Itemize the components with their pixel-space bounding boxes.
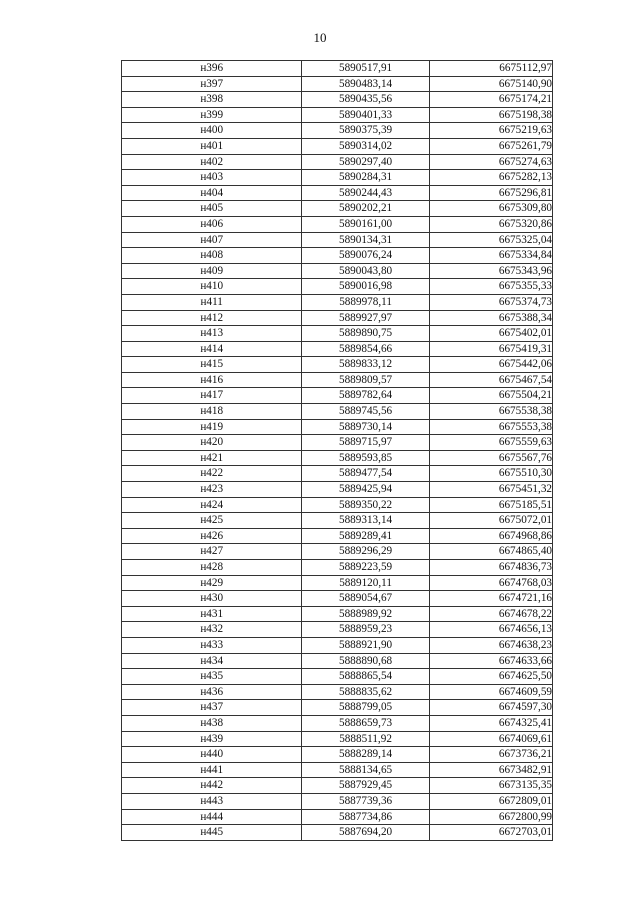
y-coordinate-cell: 6675112,97 — [429, 61, 552, 77]
y-coordinate-cell: 6675325,04 — [429, 232, 552, 248]
table-row — [122, 560, 553, 576]
y-coordinate-cell: 6675174,21 — [429, 92, 552, 108]
x-coordinate-cell: 5887739,36 — [302, 793, 429, 809]
table-row — [122, 482, 553, 498]
point-name-cell: н444 — [122, 809, 302, 825]
x-coordinate-cell: 5889978,11 — [302, 294, 429, 310]
x-coordinate-cell: 5888659,73 — [302, 715, 429, 731]
y-coordinate-cell: 6674638,23 — [429, 637, 552, 653]
x-coordinate-cell: 5889854,66 — [302, 341, 429, 357]
y-coordinate-cell: 6674633,66 — [429, 653, 552, 669]
point-name-cell: н414 — [122, 341, 302, 357]
point-name-cell: н434 — [122, 653, 302, 669]
point-name-cell: н412 — [122, 310, 302, 326]
x-coordinate-cell: 5890314,02 — [302, 138, 429, 154]
table-row — [122, 684, 553, 700]
point-name-cell: н406 — [122, 216, 302, 232]
table-row — [122, 201, 553, 217]
x-coordinate-cell: 5890483,14 — [302, 76, 429, 92]
table-row — [122, 170, 553, 186]
x-coordinate-cell: 5889782,64 — [302, 388, 429, 404]
point-name-cell: н431 — [122, 606, 302, 622]
point-name-cell: н423 — [122, 482, 302, 498]
table-row — [122, 466, 553, 482]
point-name-cell: н432 — [122, 622, 302, 638]
point-name-cell: н409 — [122, 263, 302, 279]
x-coordinate-cell: 5890401,33 — [302, 107, 429, 123]
x-coordinate-cell: 5889715,97 — [302, 435, 429, 451]
table-row — [122, 731, 553, 747]
table-row — [122, 341, 553, 357]
y-coordinate-cell: 6673135,35 — [429, 778, 552, 794]
x-coordinate-cell: 5888959,23 — [302, 622, 429, 638]
x-coordinate-cell: 5890076,24 — [302, 248, 429, 264]
point-name-cell: н404 — [122, 185, 302, 201]
x-coordinate-cell: 5888289,14 — [302, 747, 429, 763]
x-coordinate-cell: 5889890,75 — [302, 326, 429, 342]
x-coordinate-cell: 5889350,22 — [302, 497, 429, 513]
point-name-cell: н420 — [122, 435, 302, 451]
x-coordinate-cell: 5890435,56 — [302, 92, 429, 108]
point-name-cell: н421 — [122, 450, 302, 466]
y-coordinate-cell: 6674968,86 — [429, 528, 552, 544]
point-name-cell: н398 — [122, 92, 302, 108]
y-coordinate-cell: 6674625,50 — [429, 669, 552, 685]
table-row — [122, 544, 553, 560]
y-coordinate-cell: 6674678,22 — [429, 606, 552, 622]
x-coordinate-cell: 5889730,14 — [302, 419, 429, 435]
table-row — [122, 450, 553, 466]
table-row — [122, 809, 553, 825]
x-coordinate-cell: 5889120,11 — [302, 575, 429, 591]
coordinates-table — [121, 60, 553, 841]
x-coordinate-cell: 5888989,92 — [302, 606, 429, 622]
x-coordinate-cell: 5889477,54 — [302, 466, 429, 482]
point-name-cell: н422 — [122, 466, 302, 482]
point-name-cell: н428 — [122, 560, 302, 576]
x-coordinate-cell: 5889425,94 — [302, 482, 429, 498]
point-name-cell: н402 — [122, 154, 302, 170]
table-row — [122, 622, 553, 638]
point-name-cell: н403 — [122, 170, 302, 186]
table-row — [122, 326, 553, 342]
point-name-cell: н405 — [122, 201, 302, 217]
x-coordinate-cell: 5890284,31 — [302, 170, 429, 186]
x-coordinate-cell: 5890161,00 — [302, 216, 429, 232]
table-row — [122, 107, 553, 123]
point-name-cell: н436 — [122, 684, 302, 700]
y-coordinate-cell: 6675559,63 — [429, 435, 552, 451]
point-name-cell: н440 — [122, 747, 302, 763]
point-name-cell: н429 — [122, 575, 302, 591]
y-coordinate-cell: 6675296,81 — [429, 185, 552, 201]
table-row — [122, 825, 553, 841]
point-name-cell: н445 — [122, 825, 302, 841]
point-name-cell: н400 — [122, 123, 302, 139]
table-row — [122, 294, 553, 310]
y-coordinate-cell: 6675309,80 — [429, 201, 552, 217]
y-coordinate-cell: 6675567,76 — [429, 450, 552, 466]
x-coordinate-cell: 5888799,05 — [302, 700, 429, 716]
table-row — [122, 216, 553, 232]
point-name-cell: н397 — [122, 76, 302, 92]
y-coordinate-cell: 6674656,13 — [429, 622, 552, 638]
point-name-cell: н396 — [122, 61, 302, 77]
point-name-cell: н399 — [122, 107, 302, 123]
coordinates-table-body — [122, 61, 553, 841]
table-row — [122, 185, 553, 201]
y-coordinate-cell: 6674325,41 — [429, 715, 552, 731]
table-row — [122, 61, 553, 77]
x-coordinate-cell: 5889296,29 — [302, 544, 429, 560]
x-coordinate-cell: 5890134,31 — [302, 232, 429, 248]
table-row — [122, 715, 553, 731]
x-coordinate-cell: 5890297,40 — [302, 154, 429, 170]
x-coordinate-cell: 5888890,68 — [302, 653, 429, 669]
table-row — [122, 138, 553, 154]
y-coordinate-cell: 6675282,13 — [429, 170, 552, 186]
x-coordinate-cell: 5890016,98 — [302, 279, 429, 295]
point-name-cell: н407 — [122, 232, 302, 248]
y-coordinate-cell: 6675072,01 — [429, 513, 552, 529]
y-coordinate-cell: 6675185,51 — [429, 497, 552, 513]
point-name-cell: н439 — [122, 731, 302, 747]
table-row — [122, 76, 553, 92]
x-coordinate-cell: 5887929,45 — [302, 778, 429, 794]
point-name-cell: н438 — [122, 715, 302, 731]
point-name-cell: н430 — [122, 591, 302, 607]
table-row — [122, 123, 553, 139]
table-row — [122, 92, 553, 108]
point-name-cell: н433 — [122, 637, 302, 653]
y-coordinate-cell: 6675402,01 — [429, 326, 552, 342]
y-coordinate-cell: 6674865,40 — [429, 544, 552, 560]
table-row — [122, 310, 553, 326]
table-row — [122, 747, 553, 763]
y-coordinate-cell: 6675467,54 — [429, 372, 552, 388]
y-coordinate-cell: 6675334,84 — [429, 248, 552, 264]
point-name-cell: н427 — [122, 544, 302, 560]
x-coordinate-cell: 5889745,56 — [302, 404, 429, 420]
table-row — [122, 762, 553, 778]
point-name-cell: н419 — [122, 419, 302, 435]
x-coordinate-cell: 5890244,43 — [302, 185, 429, 201]
point-name-cell: н410 — [122, 279, 302, 295]
y-coordinate-cell: 6675274,63 — [429, 154, 552, 170]
y-coordinate-cell: 6675320,86 — [429, 216, 552, 232]
x-coordinate-cell: 5887734,86 — [302, 809, 429, 825]
point-name-cell: н416 — [122, 372, 302, 388]
y-coordinate-cell: 6675538,38 — [429, 404, 552, 420]
table-row — [122, 700, 553, 716]
point-name-cell: н415 — [122, 357, 302, 373]
point-name-cell: н425 — [122, 513, 302, 529]
point-name-cell: н401 — [122, 138, 302, 154]
table-row — [122, 513, 553, 529]
y-coordinate-cell: 6675510,30 — [429, 466, 552, 482]
table-row — [122, 279, 553, 295]
table-row — [122, 388, 553, 404]
x-coordinate-cell: 5888511,92 — [302, 731, 429, 747]
x-coordinate-cell: 5889223,59 — [302, 560, 429, 576]
x-coordinate-cell: 5890202,21 — [302, 201, 429, 217]
point-name-cell: н411 — [122, 294, 302, 310]
point-name-cell: н418 — [122, 404, 302, 420]
table-row — [122, 653, 553, 669]
table-row — [122, 528, 553, 544]
point-name-cell: н441 — [122, 762, 302, 778]
table-row — [122, 357, 553, 373]
table-row — [122, 372, 553, 388]
point-name-cell: н426 — [122, 528, 302, 544]
x-coordinate-cell: 5889809,57 — [302, 372, 429, 388]
table-row — [122, 497, 553, 513]
y-coordinate-cell: 6675442,06 — [429, 357, 552, 373]
x-coordinate-cell: 5888835,62 — [302, 684, 429, 700]
y-coordinate-cell: 6675553,38 — [429, 419, 552, 435]
x-coordinate-cell: 5890043,80 — [302, 263, 429, 279]
table-row — [122, 154, 553, 170]
y-coordinate-cell: 6675219,63 — [429, 123, 552, 139]
x-coordinate-cell: 5888865,54 — [302, 669, 429, 685]
table-row — [122, 419, 553, 435]
table-row — [122, 793, 553, 809]
y-coordinate-cell: 6675419,31 — [429, 341, 552, 357]
table-row — [122, 404, 553, 420]
x-coordinate-cell: 5889593,85 — [302, 450, 429, 466]
y-coordinate-cell: 6675355,33 — [429, 279, 552, 295]
point-name-cell: н408 — [122, 248, 302, 264]
point-name-cell: н424 — [122, 497, 302, 513]
point-name-cell: н417 — [122, 388, 302, 404]
y-coordinate-cell: 6675140,90 — [429, 76, 552, 92]
x-coordinate-cell: 5889927,97 — [302, 310, 429, 326]
x-coordinate-cell: 5890375,39 — [302, 123, 429, 139]
y-coordinate-cell: 6675198,38 — [429, 107, 552, 123]
y-coordinate-cell: 6675388,34 — [429, 310, 552, 326]
x-coordinate-cell: 5889833,12 — [302, 357, 429, 373]
y-coordinate-cell: 6674609,59 — [429, 684, 552, 700]
table-row — [122, 669, 553, 685]
page-number: 10 — [313, 30, 327, 45]
y-coordinate-cell: 6675374,73 — [429, 294, 552, 310]
y-coordinate-cell: 6674836,73 — [429, 560, 552, 576]
y-coordinate-cell: 6674069,61 — [429, 731, 552, 747]
x-coordinate-cell: 5890517,91 — [302, 61, 429, 77]
y-coordinate-cell: 6672800,99 — [429, 809, 552, 825]
y-coordinate-cell: 6675343,96 — [429, 263, 552, 279]
point-name-cell: н443 — [122, 793, 302, 809]
x-coordinate-cell: 5888134,65 — [302, 762, 429, 778]
y-coordinate-cell: 6675504,21 — [429, 388, 552, 404]
table-row — [122, 232, 553, 248]
point-name-cell: н437 — [122, 700, 302, 716]
x-coordinate-cell: 5887694,20 — [302, 825, 429, 841]
point-name-cell: н413 — [122, 326, 302, 342]
point-name-cell: н435 — [122, 669, 302, 685]
x-coordinate-cell: 5889313,14 — [302, 513, 429, 529]
table-row — [122, 263, 553, 279]
y-coordinate-cell: 6673736,21 — [429, 747, 552, 763]
y-coordinate-cell: 6673482,91 — [429, 762, 552, 778]
table-row — [122, 591, 553, 607]
table-row — [122, 248, 553, 264]
y-coordinate-cell: 6674597,30 — [429, 700, 552, 716]
x-coordinate-cell: 5888921,90 — [302, 637, 429, 653]
x-coordinate-cell: 5889289,41 — [302, 528, 429, 544]
table-row — [122, 575, 553, 591]
table-row — [122, 435, 553, 451]
x-coordinate-cell: 5889054,67 — [302, 591, 429, 607]
y-coordinate-cell: 6675451,32 — [429, 482, 552, 498]
point-name-cell: н442 — [122, 778, 302, 794]
table-row — [122, 606, 553, 622]
y-coordinate-cell: 6672703,01 — [429, 825, 552, 841]
y-coordinate-cell: 6674768,03 — [429, 575, 552, 591]
y-coordinate-cell: 6675261,79 — [429, 138, 552, 154]
y-coordinate-cell: 6674721,16 — [429, 591, 552, 607]
table-row — [122, 778, 553, 794]
y-coordinate-cell: 6672809,01 — [429, 793, 552, 809]
table-row — [122, 637, 553, 653]
